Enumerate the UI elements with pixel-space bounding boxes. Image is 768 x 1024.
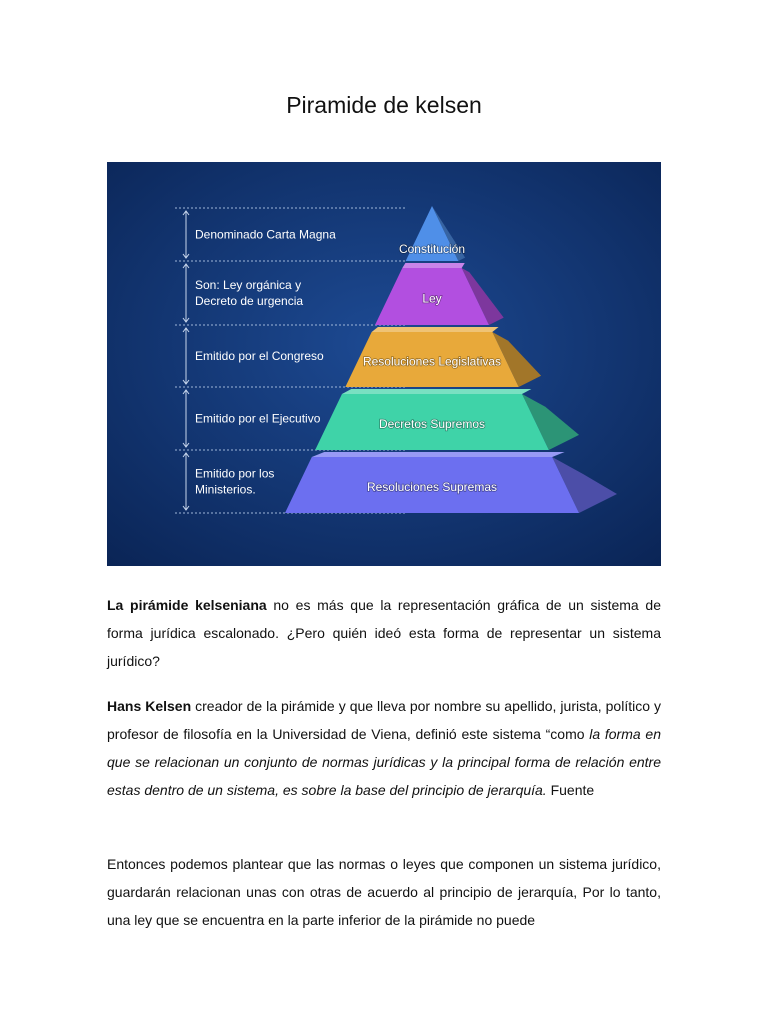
tier-top-face [402,263,464,268]
left-label: Son: Ley orgánica y [195,278,302,292]
tier-label: Resoluciones Legislativas [362,354,502,369]
paragraph-2-italic: la forma en que se relacionan un conjunto de normas jurídicas y la principal forma de relación entre estas dentro de un sistema, es sobre la base del principio de jerarquía. [107,726,661,798]
tier-label: Decretos Supremos [378,417,486,431]
tier-label: Ley [422,291,442,306]
paragraph-2-tail: Fuente [546,782,595,798]
tier-top-face [312,452,565,457]
paragraph-2 [107,692,661,804]
kelsen-pyramid-figure [107,162,661,566]
left-label: Emitido por los [195,466,275,481]
left-label: Decreto de urgencia [195,294,304,308]
paragraph-1-bold: La pirámide kelseniana [107,597,267,613]
left-label: Ministerios. [195,482,256,497]
left-label: Emitido por el Congreso [195,349,324,363]
paragraph-2-bold: Hans Kelsen [107,698,192,714]
left-label: Emitido por el Ejecutivo [195,411,321,426]
pyramid-diagram [107,162,661,566]
tier-label: Resoluciones Supremas [366,480,498,494]
paragraph-1 [107,591,661,675]
paragraph-3: Entonces podemos plantear que las normas o leyes que componen un sistema jurídico, guardarán relacionan unas con otras de acuerdo al principio de jerarquía, Por lo tanto, una ley que se encuentra en la parte inferior de la pirámide no puede [107,856,661,928]
paragraph-2-text: creador de la pirámide y que lleva por nombre su apellido, jurista, político y profesor de filosofía en la Universidad de Viena, definió este sistema “como [107,698,661,742]
paragraph-1-text: no es más que la representación gráfica de un sistema de forma jurídica escalonado. ¿Pero quién ideó esta forma de representar un sistema jurídico? [107,597,661,669]
tier-label: Constitución [398,242,466,256]
document-title: Piramide de kelsen [286,92,482,118]
tier-top-face [372,327,499,332]
tier-top-face [342,389,531,394]
left-label: Denominado Carta Magna [195,227,336,242]
